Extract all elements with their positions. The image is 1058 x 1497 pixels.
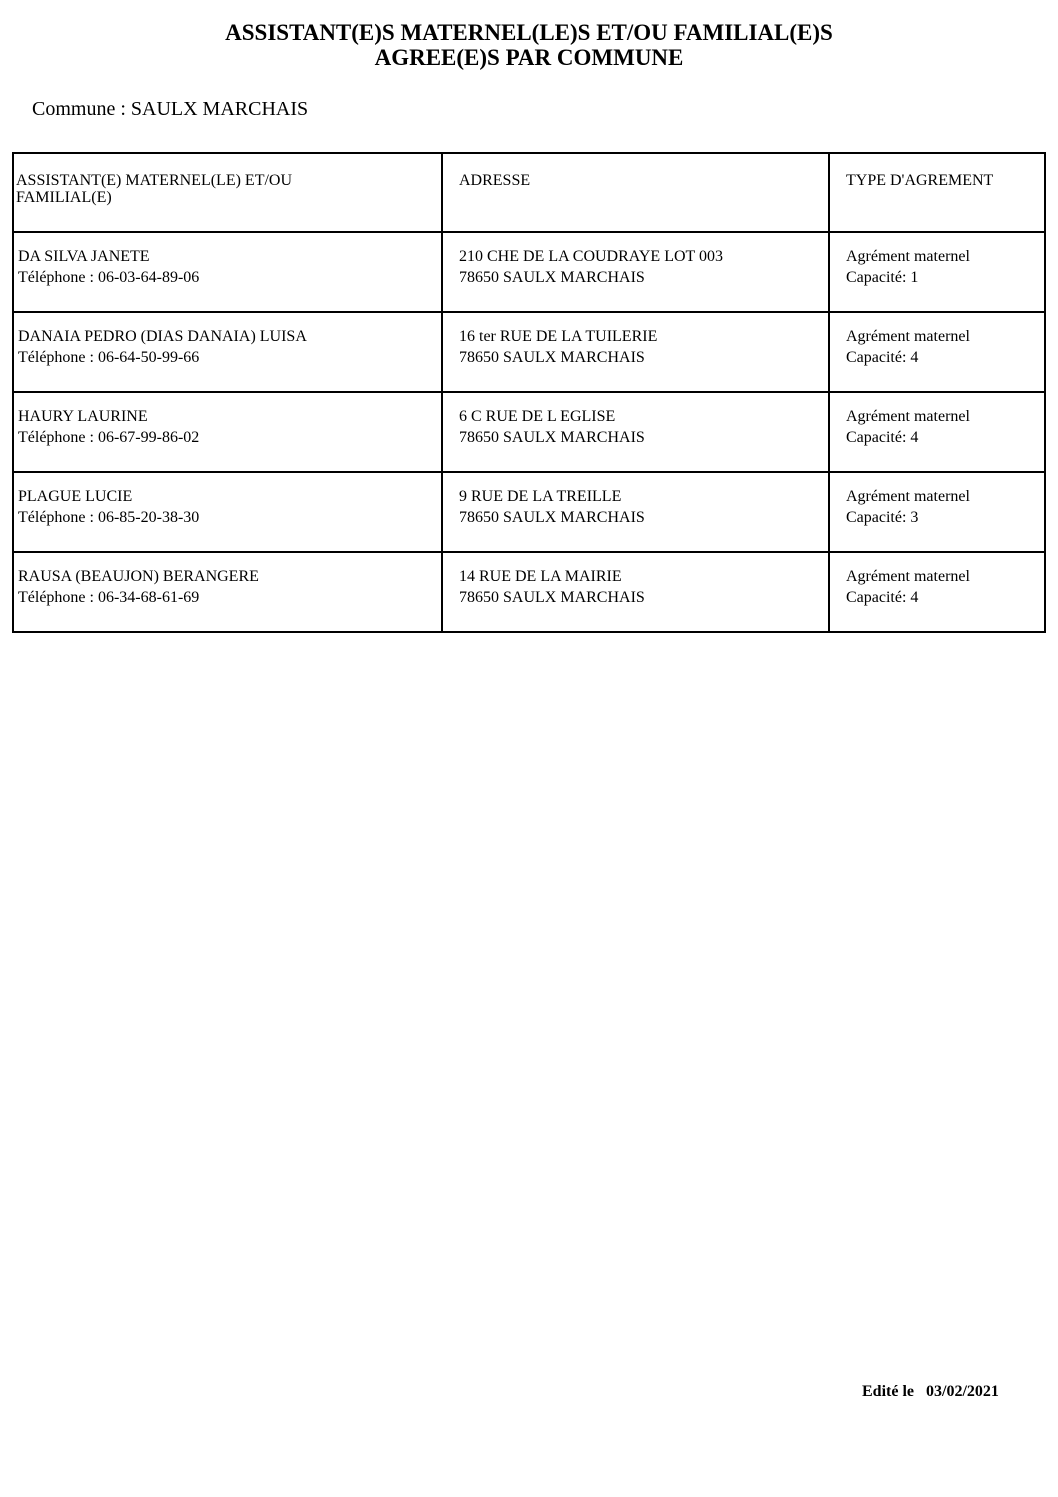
table-row [13, 232, 1045, 312]
cell-address [442, 552, 829, 632]
address-street: 9 RUE DE LA TREILLE [459, 488, 622, 505]
address-street: 16 ter RUE DE LA TUILERIE [459, 328, 658, 345]
cell-address [442, 312, 829, 392]
header-type-agrement-label: TYPE D'AGREMENT [846, 172, 994, 189]
agrement-type: Agrément maternel [846, 328, 970, 345]
address-city: 78650 SAULX MARCHAIS [459, 269, 645, 286]
agrement-type: Agrément maternel [846, 568, 970, 585]
cell-assistant [13, 232, 442, 312]
document-title-line-2: AGREE(E)S PAR COMMUNE [374, 45, 684, 70]
cell-agrement [829, 392, 1045, 472]
assistant-phone: Téléphone : 06-34-68-61-69 [18, 589, 200, 606]
table-row [13, 312, 1045, 392]
assistant-phone: Téléphone : 06-67-99-86-02 [18, 429, 200, 446]
address-street: 210 CHE DE LA COUDRAYE LOT 003 [459, 248, 724, 265]
address-city: 78650 SAULX MARCHAIS [459, 509, 645, 526]
agrement-capacity: Capacité: 3 [846, 509, 919, 526]
assistant-name: PLAGUE LUCIE [18, 488, 133, 505]
header-type-agrement [829, 153, 1045, 232]
cell-assistant [13, 392, 442, 472]
cell-assistant [13, 312, 442, 392]
assistant-name: RAUSA (BEAUJON) BERANGERE [18, 568, 259, 585]
address-street: 14 RUE DE LA MAIRIE [459, 568, 622, 585]
table-row [13, 552, 1045, 632]
cell-agrement [829, 472, 1045, 552]
assistant-phone: Téléphone : 06-64-50-99-66 [18, 349, 200, 366]
assistants-table [12, 152, 1046, 633]
cell-agrement [829, 552, 1045, 632]
cell-assistant [13, 552, 442, 632]
table-row [13, 392, 1045, 472]
address-street: 6 C RUE DE L EGLISE [459, 408, 616, 425]
agrement-capacity: Capacité: 4 [846, 429, 919, 446]
address-city: 78650 SAULX MARCHAIS [459, 589, 645, 606]
cell-agrement [829, 232, 1045, 312]
table-row [13, 472, 1045, 552]
document-title [0, 20, 1058, 70]
header-adresse [442, 153, 829, 232]
assistant-name: HAURY LAURINE [18, 408, 148, 425]
document-title-line-1: ASSISTANT(E)S MATERNEL(LE)S ET/OU FAMILIAL(E)S [225, 20, 833, 45]
address-city: 78650 SAULX MARCHAIS [459, 349, 645, 366]
assistant-name: DANAIA PEDRO (DIAS DANAIA) LUISA [18, 328, 307, 345]
cell-agrement [829, 312, 1045, 392]
edition-date: Edité le 03/02/2021 [862, 1383, 999, 1400]
assistant-phone: Téléphone : 06-85-20-38-30 [18, 509, 200, 526]
assistant-name: DA SILVA JANETE [18, 248, 150, 265]
agrement-type: Agrément maternel [846, 408, 970, 425]
table-header-row [13, 153, 1045, 232]
cell-address [442, 232, 829, 312]
agrement-capacity: Capacité: 4 [846, 349, 919, 366]
address-city: 78650 SAULX MARCHAIS [459, 429, 645, 446]
cell-address [442, 392, 829, 472]
header-assistant-line-1: ASSISTANT(E) MATERNEL(LE) ET/OU [16, 172, 293, 189]
cell-assistant [13, 472, 442, 552]
header-adresse-label: ADRESSE [459, 172, 531, 189]
header-assistant-line-2: FAMILIAL(E) [16, 189, 112, 206]
agrement-capacity: Capacité: 1 [846, 269, 919, 286]
assistant-phone: Téléphone : 06-03-64-89-06 [18, 269, 200, 286]
agrement-type: Agrément maternel [846, 248, 970, 265]
agrement-type: Agrément maternel [846, 488, 970, 505]
header-assistant [13, 153, 442, 232]
commune-label: Commune : SAULX MARCHAIS [32, 98, 309, 120]
agrement-capacity: Capacité: 4 [846, 589, 919, 606]
cell-address [442, 472, 829, 552]
